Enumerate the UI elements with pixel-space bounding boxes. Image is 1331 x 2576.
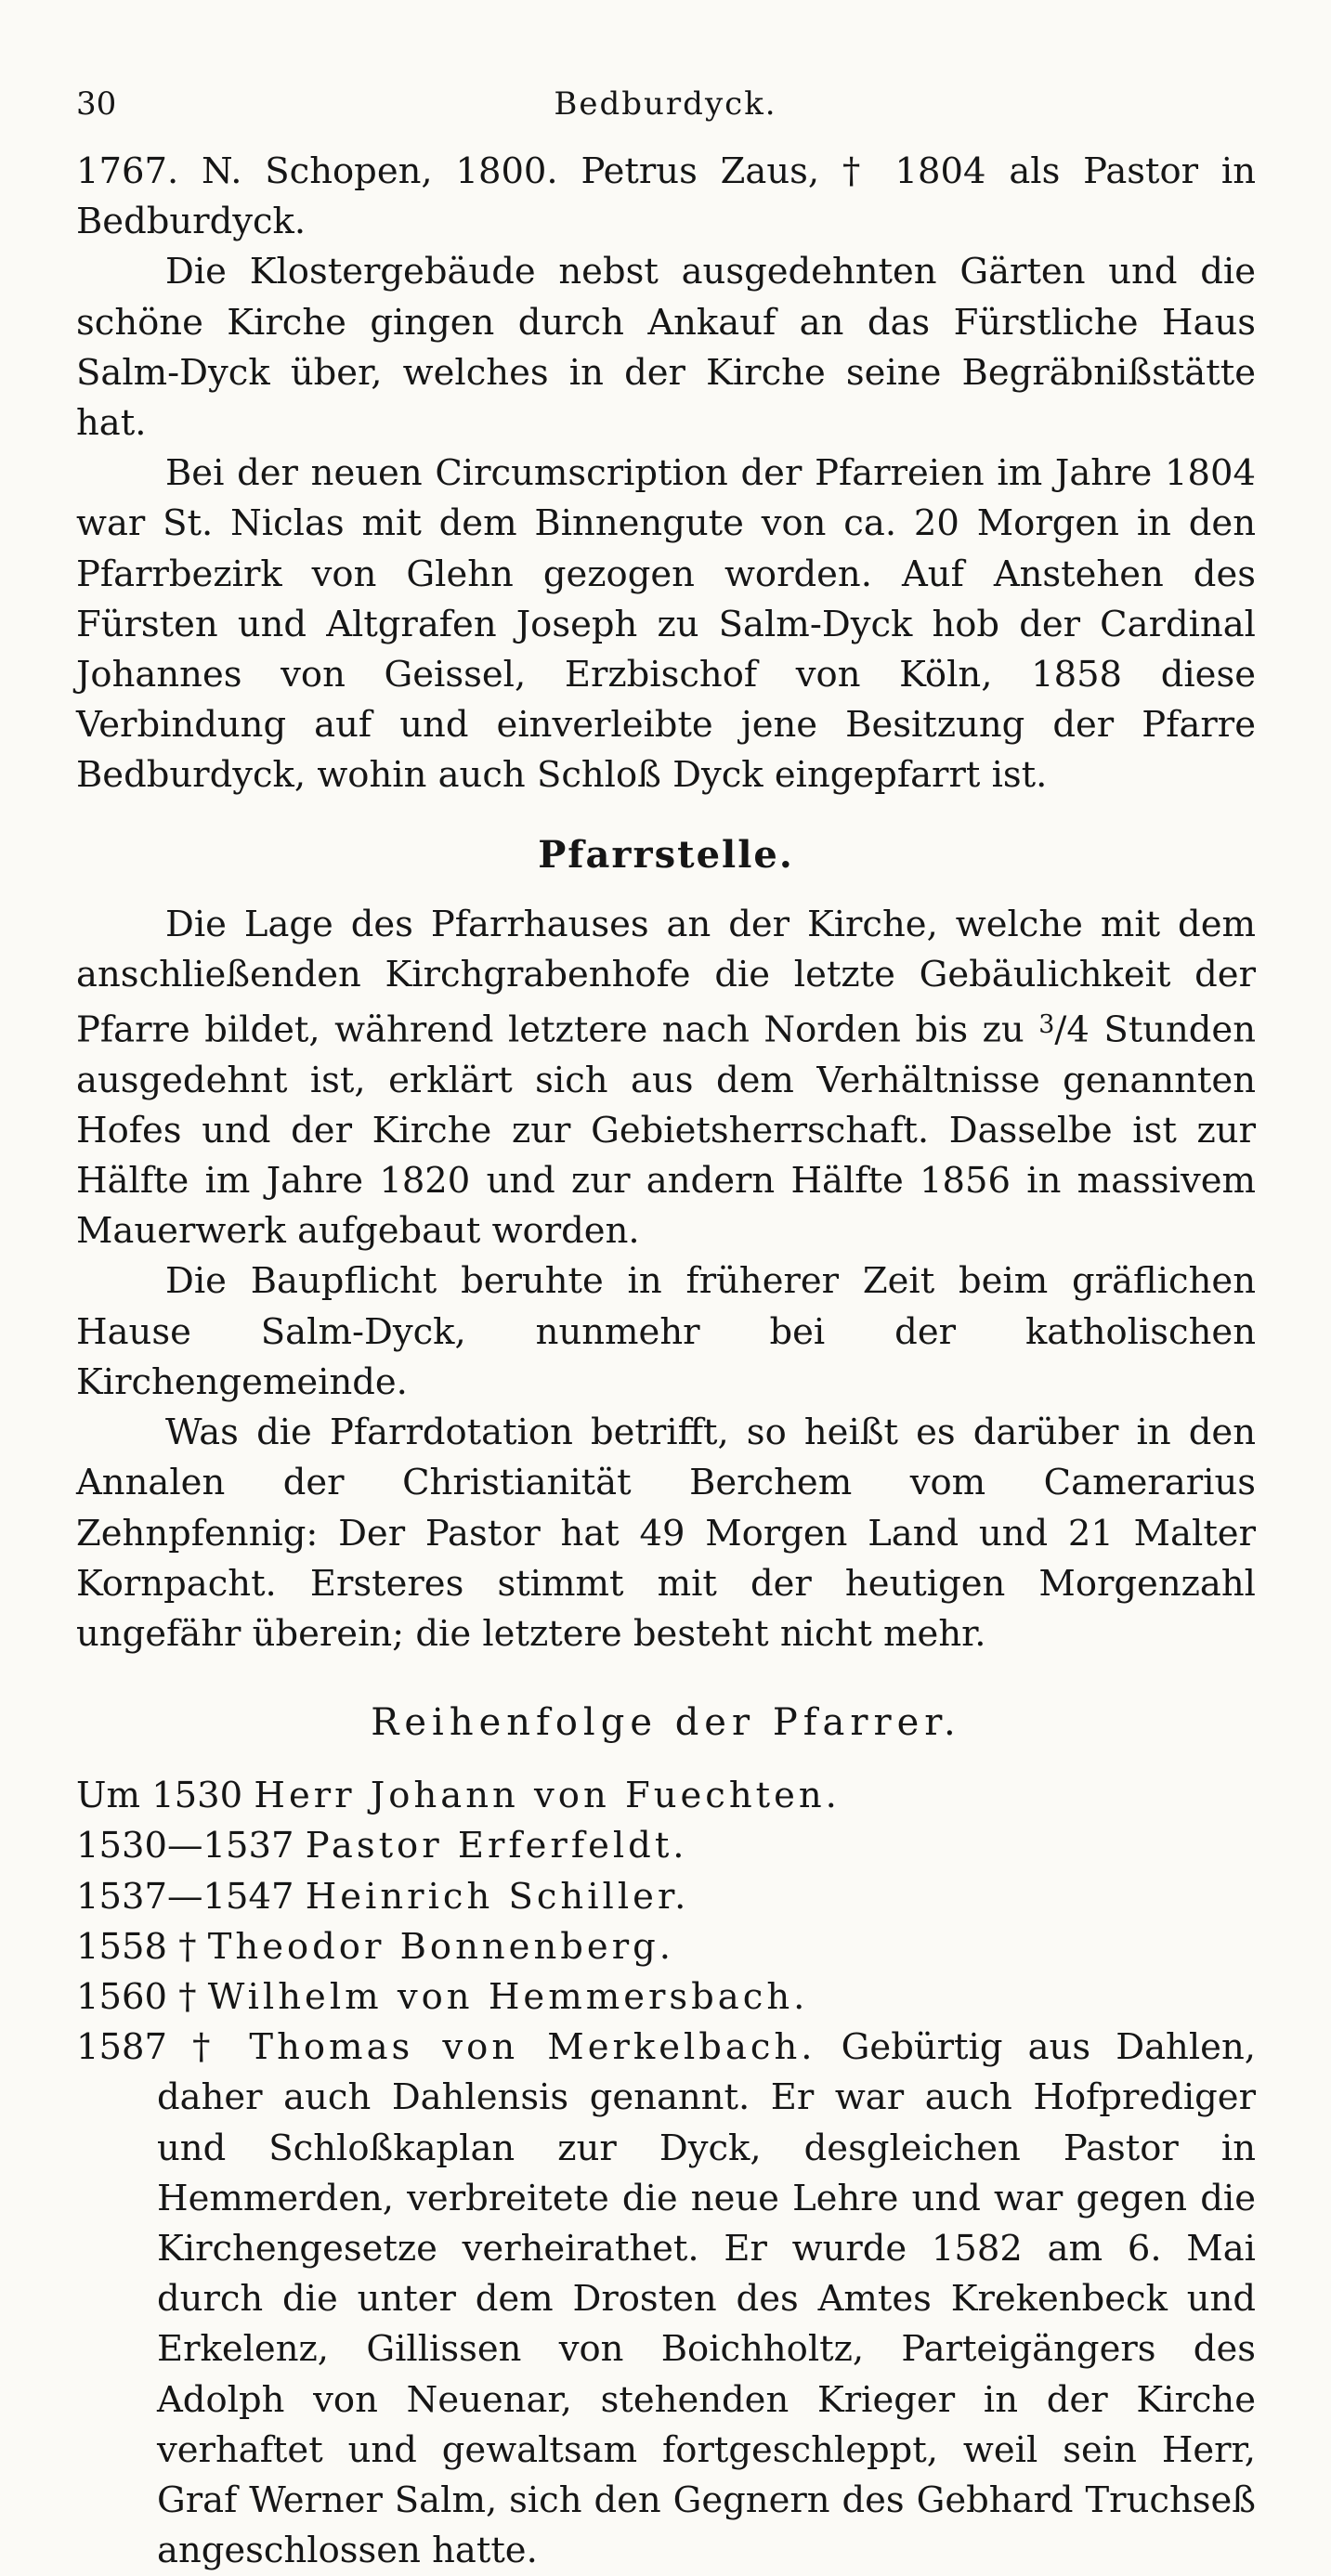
pastor-note: Gebürtig aus Dahlen, daher auch Dahlensis genannt. Er war auch Hofprediger und Schloßkaplan zur Dyck, desgleichen Pastor in Hemmerden, verbreitete die neue Lehre und war gegen die Kirchengesetze verheirathet. Er wurde 1582 am 6. Mai durch die unter dem Drosten des Amtes Krekenbeck und Erkelenz, Gillissen von Boichholtz, Parteigängers des Adolph von Neuenar, stehenden Krieger in der Kirche verhaftet und gewaltsam fortgeschleppt, weil sein Herr, Graf Werner Salm, sich den Gegnern des Gebhard Truchseß angeschlossen hatte. [157, 2026, 1256, 2572]
list-item [76, 1872, 1256, 1922]
paragraph-pfarrhaus [76, 900, 1256, 1257]
pastor-name: Thomas von Merkelbach. [249, 2026, 816, 2069]
paragraph-pfarrhaus-text-1: Die Lage des Pfarrhauses an der Kirche, welche mit dem anschließenden Kirchgrabenhofe die letzte Gebäulichkeit der Pfarre bildet, während letztere nach Norden bis zu [76, 903, 1256, 1051]
list-item [76, 2023, 1256, 2576]
list-item [76, 1821, 1256, 1871]
pastor-list [76, 1771, 1256, 2576]
pastor-date: 1587 † [76, 2026, 250, 2069]
paragraph-pfarrhaus-text-2: Stunden ausgedehnt ist, erklärt sich aus dem Verhältnisse genannten Hofes und der Kirche zur Gebietsherrschaft. Dasselbe ist zur Hälfte im Jahre 1820 und zur andern Hälfte 1856 in massivem Mauerwerk aufgebaut worden. [76, 1008, 1256, 1253]
paragraph-klostergebaeude: Die Klostergebäude nebst ausgedehnten Gärten und die schöne Kirche gingen durch Ankauf an das Fürstliche Haus Salm-Dyck über, welches in der Kirche seine Begräbnißstätte hat. [76, 251, 1256, 445]
page-body [76, 147, 1256, 2576]
list-item [76, 1972, 1256, 2023]
pastor-date: 1530—1537 [76, 1825, 306, 1867]
pastor-name: Theodor Bonnenberg. [207, 1925, 674, 1968]
pastor-name: Heinrich Schiller. [305, 1875, 690, 1918]
list-item [76, 1922, 1256, 1972]
pastor-name: Herr Johann von Fuechten. [254, 1775, 841, 1817]
pastor-name: Pastor Erferfeldt. [305, 1825, 688, 1867]
pastor-name: Wilhelm von Hemmersbach. [207, 1975, 809, 2018]
running-title: Bedburdyck. [554, 85, 777, 123]
list-item [76, 1771, 1256, 1821]
fraction-denominator: /4 [1054, 1008, 1090, 1051]
section-heading-pfarrstelle: Pfarrstelle. [538, 832, 794, 877]
paragraph-baupflicht: Die Baupflicht beruhte in früherer Zeit beim gräflichen Hause Salm-Dyck, nunmehr bei der katholischen Kirchengemeinde. [76, 1260, 1256, 1403]
paragraph-continuation: 1767. N. Schopen, 1800. Petrus Zaus, † 1804 als Pastor in Bedburdyck. [76, 150, 1256, 243]
paragraph-circumscription: Bei der neuen Circumscription der Pfarreien im Jahre 1804 war St. Niclas mit dem Binnengute von ca. 20 Morgen in den Pfarrbezirk von Glehn gezogen worden. Auf Anstehen des Fürsten und Altgrafen Joseph zu Salm-Dyck hob der Cardinal Johannes von Geissel, Erzbischof von Köln, 1858 diese Verbindung auf und einverleibte jene Besitzung der Pfarre Bedburdyck, wohin auch Schloß Dyck eingepfarrt ist. [76, 452, 1256, 797]
section-heading-pfarrer: Reihenfolge der Pfarrer. [371, 1701, 961, 1745]
pastor-date: 1537—1547 [76, 1875, 306, 1918]
fraction-numerator: 3 [1038, 1010, 1055, 1040]
pastor-date: 1560 † [76, 1975, 208, 2018]
pastor-date: 1558 † [76, 1925, 208, 1968]
pastor-date: Um 1530 [76, 1775, 254, 1817]
page-number: 30 [76, 85, 117, 123]
paragraph-pfarrdotation: Was die Pfarrdotation betrifft, so heißt es darüber in den Annalen der Christianität Berchem vom Camerarius Zehnpfennig: Der Pastor hat 49 Morgen Land und 21 Malter Kornpacht. Ersteres stimmt mit der heutigen Morgenzahl ungefähr überein; die letztere besteht nicht mehr. [76, 1412, 1256, 1655]
